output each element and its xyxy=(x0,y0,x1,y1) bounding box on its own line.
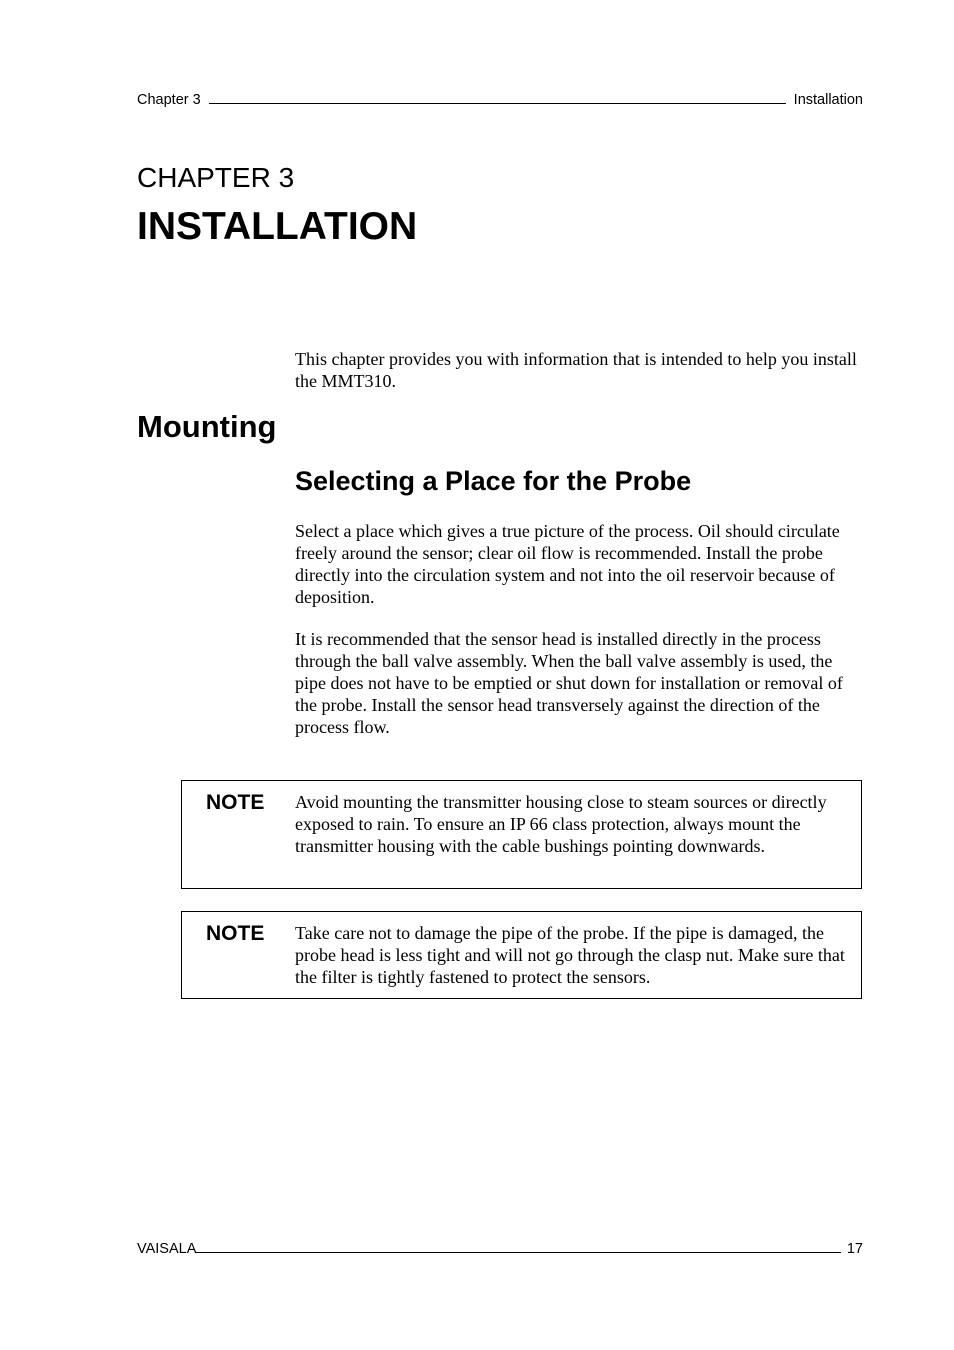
header-rule xyxy=(209,90,786,104)
note-text: Avoid mounting the transmitter housing close to steam sources or directly exposed to rain. To ensure an IP 66 class protection, always mount the transmitter housing with the cable bushings pointing downwards. xyxy=(295,792,827,856)
body-paragraph: It is recommended that the sensor head is installed directly in the process through the ball valve assembly. When the ball valve assembly is used, the pipe does not have to be emptied or shut down for installation or removal of the probe. Install the sensor head transversely against the direction of the process flow. xyxy=(295,629,843,737)
page-footer xyxy=(137,1239,863,1257)
header-section: Installation xyxy=(793,92,863,108)
footer-company: VAISALA xyxy=(137,1241,197,1257)
footer-rule xyxy=(196,1239,840,1253)
section-heading: Mounting xyxy=(137,409,277,444)
note-label: NOTE xyxy=(206,922,265,945)
page-number: 17 xyxy=(846,1241,863,1257)
note-text: Take care not to damage the pipe of the probe. If the pipe is damaged, the probe head is less tight and will not go through the clasp nut. Make sure that the filter is tightly fastened to protect the sensors. xyxy=(295,923,845,987)
note-box xyxy=(181,911,862,999)
intro-paragraph: This chapter provides you with information that is intended to help you install the MMT310. xyxy=(295,349,857,391)
chapter-title: INSTALLATION xyxy=(137,205,418,248)
note-label: NOTE xyxy=(206,791,265,814)
page-header xyxy=(137,90,863,108)
header-chapter: Chapter 3 xyxy=(137,92,201,108)
chapter-number: CHAPTER 3 xyxy=(137,162,295,193)
body-paragraph: Select a place which gives a true picture of the process. Oil should circulate freely around the sensor; clear oil flow is recommended. Install the probe directly into the circulation system and not into the oil reservoir because of deposition. xyxy=(295,521,840,607)
note-box xyxy=(181,780,862,889)
subsection-heading: Selecting a Place for the Probe xyxy=(295,466,692,496)
